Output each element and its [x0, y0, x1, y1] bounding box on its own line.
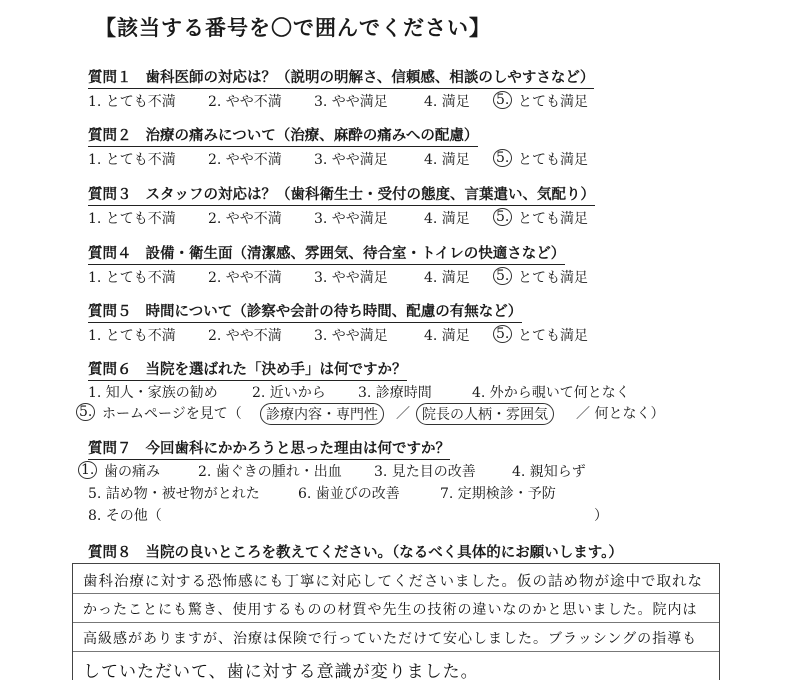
option-4[interactable]: 4. 満足	[424, 211, 470, 227]
option-1[interactable]: 1. とても不満	[88, 211, 176, 227]
question-4	[88, 242, 565, 265]
option-5-circled[interactable]: 5.	[493, 325, 512, 343]
option-6[interactable]: 6. 歯並びの改善	[298, 486, 400, 502]
option-4[interactable]: 4. 親知らず	[512, 464, 586, 480]
option-5-circled[interactable]: 5.	[493, 267, 512, 285]
ruled-line	[73, 593, 719, 594]
option-1-label: 歯の痛み	[104, 464, 160, 480]
option-5-label: とても満足	[518, 328, 588, 344]
question-text: スタッフの対応は？（歯科衛生士・受付の態度、言葉遣い、気配り）	[145, 186, 595, 203]
question-3	[88, 183, 595, 206]
question-number: 質問５	[88, 303, 132, 320]
question-2-title	[88, 124, 478, 147]
question-7-options-line3	[88, 505, 688, 525]
question-text: 設備・衛生面（清潔感、雰囲気、待合室・トイレの快適さなど）	[145, 245, 566, 262]
page-title: 【該当する番号を〇で囲んでください】	[95, 15, 491, 40]
option-5-circled[interactable]: 5.	[493, 149, 512, 167]
question-2-options	[88, 149, 688, 169]
ruled-line	[73, 622, 719, 623]
option-5[interactable]: 5. 詰め物・被せ物がとれた	[88, 486, 260, 502]
question-7	[88, 437, 450, 460]
choice-director-atmosphere-circled[interactable]: 院長の人柄・雰囲気	[416, 403, 554, 425]
question-number: 質問３	[88, 186, 132, 203]
option-2[interactable]: 2. やや不満	[208, 270, 282, 286]
option-5-label: とても満足	[518, 270, 588, 286]
option-1[interactable]: 1. とても不満	[88, 152, 176, 168]
option-3[interactable]: 3. やや満足	[314, 152, 388, 168]
option-3[interactable]: 3. やや満足	[314, 328, 388, 344]
option-1[interactable]: 1. 知人・家族の勧め	[88, 385, 218, 401]
option-2[interactable]: 2. 近いから	[252, 385, 326, 401]
other-close-paren: ）	[594, 508, 608, 524]
option-5-label: とても満足	[518, 94, 588, 110]
option-1[interactable]: 1. とても不満	[88, 94, 176, 110]
option-5-circled[interactable]: 5.	[493, 208, 512, 226]
option-8-other[interactable]: 8. その他（	[88, 508, 162, 524]
question-3-title	[88, 183, 595, 206]
option-3[interactable]: 3. やや満足	[314, 211, 388, 227]
question-1	[88, 66, 594, 89]
question-3-options	[88, 208, 688, 228]
question-7-options-line1	[78, 461, 698, 481]
separator: ／	[396, 406, 410, 422]
handwritten-answer-line: 歯科治療に対する恐怖感にも丁寧に対応してくださいました。仮の詰め物が途中で取れな	[83, 574, 703, 590]
question-4-options	[88, 267, 688, 287]
question-6-options-line1	[88, 382, 688, 402]
question-7-options-line2	[88, 483, 688, 503]
question-number: 質問６	[88, 361, 132, 378]
question-7-title	[88, 437, 450, 460]
question-number: 質問８	[88, 544, 132, 561]
feedback-answer-box[interactable]	[72, 563, 720, 680]
option-5-label: とても満足	[518, 211, 588, 227]
question-5-options	[88, 325, 688, 345]
option-5-label: とても満足	[518, 152, 588, 168]
handwritten-answer-line: かったことにも驚き、使用するものの材質や先生の技術の違いなのかと思いました。院内は	[83, 602, 698, 618]
question-text: 歯科医師の対応は？（説明の明解さ、信頼感、相談のしやすさなど）	[145, 69, 595, 86]
question-text: 今回歯科にかかろうと思った理由は何ですか？	[145, 440, 450, 457]
option-4[interactable]: 4. 満足	[424, 270, 470, 286]
question-2	[88, 124, 478, 147]
option-3[interactable]: 3. やや満足	[314, 270, 388, 286]
option-3[interactable]: 3. 見た目の改善	[374, 464, 476, 480]
option-5-circled[interactable]: 5.	[493, 91, 512, 109]
option-1[interactable]: 1. とても不満	[88, 328, 176, 344]
handwritten-answer-line: していただいて、歯に対する意識が変りました。	[83, 662, 479, 682]
option-5-circled[interactable]: 5.	[76, 403, 95, 421]
ruled-line	[73, 651, 719, 652]
option-3[interactable]: 3. やや満足	[314, 94, 388, 110]
question-5	[88, 300, 522, 323]
question-6	[88, 358, 407, 381]
option-2[interactable]: 2. やや不満	[208, 152, 282, 168]
question-5-title	[88, 300, 522, 323]
handwritten-answer-line: 高級感がありますが、治療は保険で行っていただけて安心しました。ブラッシングの指導も	[83, 631, 698, 647]
question-text: 時間について（診察や会計の待ち時間、配慮の有無など）	[145, 303, 523, 320]
question-6-options-line2	[76, 403, 716, 425]
question-text: 当院の良いところを教えてください。（なるべく具体的にお願いします。）	[145, 544, 623, 561]
option-1[interactable]: 1. とても不満	[88, 270, 176, 286]
choice-content-specialty-circled[interactable]: 診療内容・専門性	[260, 403, 384, 425]
question-8-title	[88, 541, 623, 564]
option-4[interactable]: 4. 満足	[424, 94, 470, 110]
question-number: 質問１	[88, 69, 132, 86]
option-4[interactable]: 4. 外から覗いて何となく	[472, 385, 630, 401]
option-5-label: ホームページを見て（	[102, 406, 242, 422]
option-4[interactable]: 4. 満足	[424, 152, 470, 168]
option-1-circled[interactable]: 1.	[78, 461, 97, 479]
option-2[interactable]: 2. やや不満	[208, 211, 282, 227]
option-7[interactable]: 7. 定期検診・予防	[440, 486, 556, 502]
option-3[interactable]: 3. 診療時間	[358, 385, 432, 401]
question-8	[88, 541, 623, 564]
question-text: 治療の痛みについて（治療、麻酔の痛みへの配慮）	[145, 127, 479, 144]
option-2[interactable]: 2. やや不満	[208, 94, 282, 110]
question-6-title	[88, 358, 407, 381]
question-4-title	[88, 242, 565, 265]
option-2[interactable]: 2. 歯ぐきの腫れ・出血	[198, 464, 342, 480]
choice-no-reason[interactable]: ／ 何となく）	[576, 406, 665, 422]
question-1-title	[88, 66, 594, 89]
question-number: 質問７	[88, 440, 132, 457]
option-4[interactable]: 4. 満足	[424, 328, 470, 344]
question-number: 質問４	[88, 245, 132, 262]
question-1-options	[88, 91, 688, 111]
question-number: 質問２	[88, 127, 132, 144]
question-text: 当院を選ばれた「決め手」は何ですか？	[145, 361, 407, 378]
option-2[interactable]: 2. やや不満	[208, 328, 282, 344]
